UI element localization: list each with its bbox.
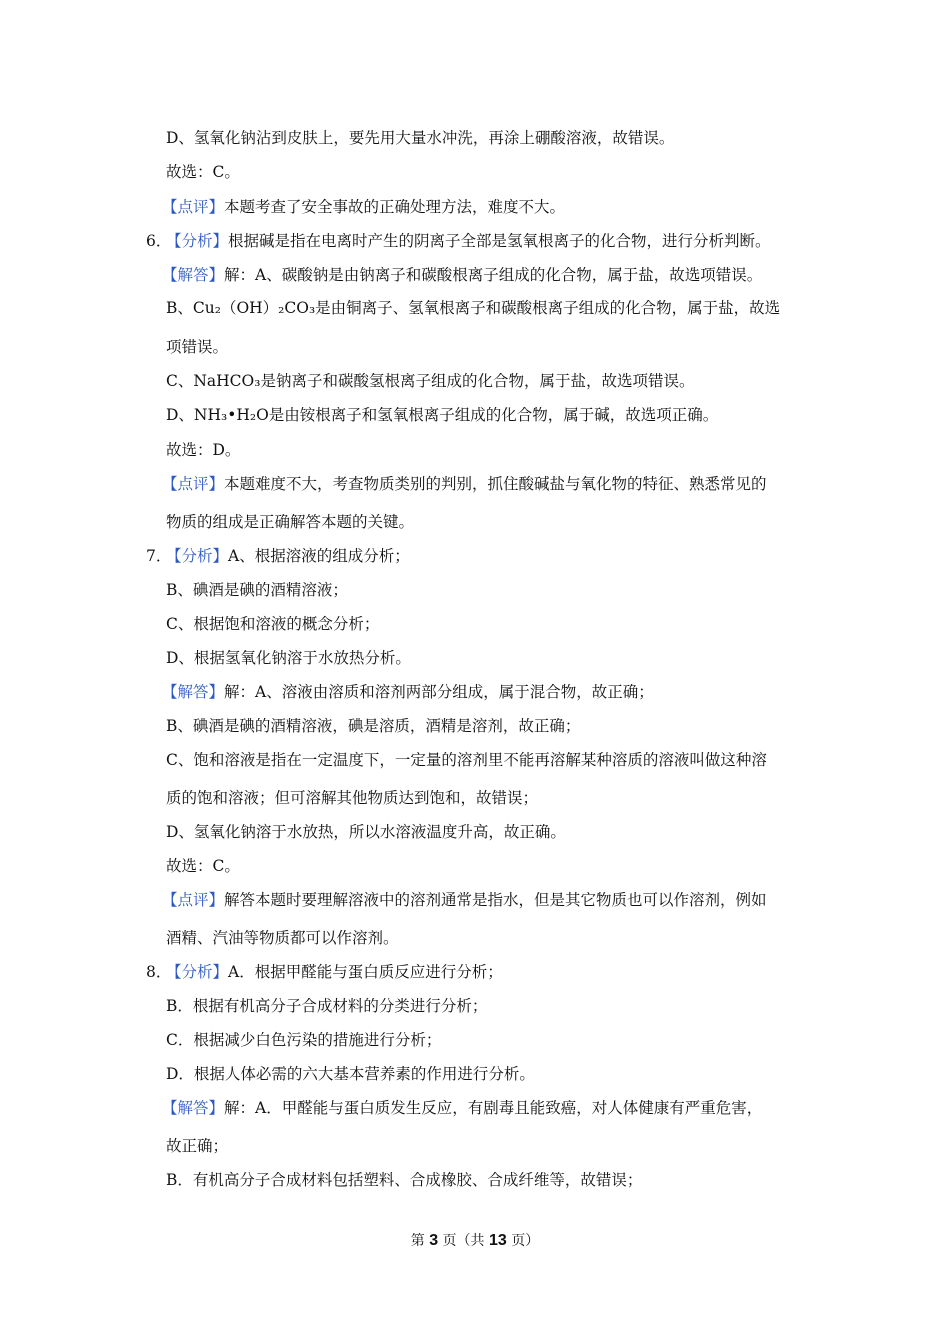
text-line — [162, 682, 654, 702]
text-line — [166, 648, 411, 668]
text-line — [166, 337, 228, 357]
text-line — [166, 750, 767, 770]
line-text: 项错误。 — [166, 338, 229, 356]
text-line — [166, 546, 410, 566]
text-line — [166, 928, 399, 948]
question-number: 8． — [146, 963, 172, 981]
section-tag: 【解答】 — [162, 1099, 225, 1117]
question-number: 7． — [146, 547, 172, 565]
text-line — [166, 580, 348, 600]
line-text: 根据碱是指在电离时产生的阴离子全部是氢氧根离子的化合物，进行分析判断。 — [228, 232, 771, 250]
text-line — [166, 1064, 535, 1084]
text-line — [166, 822, 566, 842]
footer-middle: 页（共 — [442, 1233, 485, 1249]
line-text: C、饱和溶液是指在一定温度下，一定量的溶剂里不能再溶解某种溶质的溶液叫做这种溶 — [166, 751, 767, 769]
line-text: 本题难度不大，考查物质类别的判别，抓住酸碱盐与氧化物的特征、熟悉常见的 — [224, 475, 767, 493]
line-text: 解答本题时要理解溶液中的溶剂通常是指水，但是其它物质也可以作溶剂，例如 — [224, 891, 767, 909]
text-line — [166, 1030, 441, 1050]
text-line — [162, 197, 565, 217]
text-line — [166, 405, 718, 425]
line-text: B．有机高分子合成材料包括塑料、合成橡胶、合成纤维等，故错误； — [166, 1171, 643, 1189]
footer-prefix: 第 — [410, 1233, 425, 1249]
line-text: D．根据人体必需的六大基本营养素的作用进行分析。 — [166, 1065, 535, 1083]
line-text: 本题考查了安全事故的正确处理方法，难度不大。 — [224, 198, 566, 216]
line-text: 质的饱和溶液；但可溶解其他物质达到饱和，故错误； — [166, 789, 539, 807]
text-line — [166, 1136, 228, 1156]
text-line — [166, 231, 771, 251]
text-line — [166, 996, 487, 1016]
section-tag: 【点评】 — [162, 891, 225, 909]
text-line — [166, 1170, 642, 1190]
text-line — [162, 265, 762, 285]
text-line — [166, 716, 580, 736]
line-text: B、碘酒是碘的酒精溶液，碘是溶质，酒精是溶剂，故正确； — [166, 717, 581, 735]
section-tag: 【解答】 — [162, 266, 225, 284]
line-text: D、氢氧化钠沾到皮肤上，要先用大量水冲洗，再涂上硼酸溶液，故错误。 — [166, 129, 675, 147]
line-text: 故选：D。 — [166, 441, 241, 459]
section-tag: 【分析】 — [166, 963, 229, 981]
line-text: 解：A、碳酸钠是由钠离子和碳酸根离子组成的化合物，属于盐，故选项错误。 — [224, 266, 763, 284]
text-line — [162, 890, 767, 910]
line-text: D、根据氢氧化钠溶于水放热分析。 — [166, 649, 411, 667]
line-text: 解：A．甲醛能与蛋白质发生反应，有剧毒且能致癌，对人体健康有严重危害， — [224, 1099, 763, 1117]
line-text: 故选：C。 — [166, 163, 240, 181]
text-line — [162, 474, 767, 494]
footer-page-number: 3 — [429, 1232, 439, 1249]
line-text: C．根据减少白色污染的措施进行分析； — [166, 1031, 442, 1049]
line-text: A．根据甲醛能与蛋白质反应进行分析； — [228, 963, 503, 981]
text-line — [166, 512, 414, 532]
line-text: B．根据有机高分子合成材料的分类进行分析； — [166, 997, 488, 1015]
text-line — [162, 1098, 762, 1118]
text-line — [166, 440, 240, 460]
section-tag: 【解答】 — [162, 683, 225, 701]
section-tag: 【分析】 — [166, 547, 229, 565]
text-line — [166, 298, 780, 318]
section-tag: 【分析】 — [166, 232, 229, 250]
section-tag: 【点评】 — [162, 198, 225, 216]
line-text: D、氢氧化钠溶于水放热，所以水溶液温度升高，故正确。 — [166, 823, 566, 841]
text-line — [166, 614, 379, 634]
line-text: 解：A、溶液由溶质和溶剂两部分组成，属于混合物，故正确； — [224, 683, 654, 701]
section-tag: 【点评】 — [162, 475, 225, 493]
line-text: B、碘酒是碘的酒精溶液； — [166, 581, 348, 599]
text-line — [166, 788, 538, 808]
text-line — [166, 371, 694, 391]
line-text: C、根据饱和溶液的概念分析； — [166, 615, 380, 633]
footer-suffix: 页） — [511, 1233, 540, 1249]
line-text: B、Cu₂（OH）₂CO₃是由铜离子、氢氧根离子和碳酸根离子组成的化合物，属于盐，故选 — [166, 299, 781, 317]
text-line — [166, 856, 240, 876]
text-line — [166, 128, 674, 148]
line-text: A、根据溶液的组成分析； — [228, 547, 410, 565]
text-line — [166, 162, 240, 182]
line-text: 故正确； — [166, 1137, 229, 1155]
footer-total-pages: 13 — [489, 1232, 507, 1249]
line-text: 故选：C。 — [166, 857, 240, 875]
question-number: 6． — [146, 232, 172, 250]
page-footer — [0, 1230, 950, 1250]
line-text: 物质的组成是正确解答本题的关键。 — [166, 513, 415, 531]
line-text: D、NH₃•H₂O是由铵根离子和氢氧根离子组成的化合物，属于碱，故选项正确。 — [166, 406, 719, 424]
line-text: 酒精、汽油等物质都可以作溶剂。 — [166, 929, 399, 947]
line-text: C、NaHCO₃是钠离子和碳酸氢根离子组成的化合物，属于盐，故选项错误。 — [166, 372, 695, 390]
text-line — [166, 962, 503, 982]
